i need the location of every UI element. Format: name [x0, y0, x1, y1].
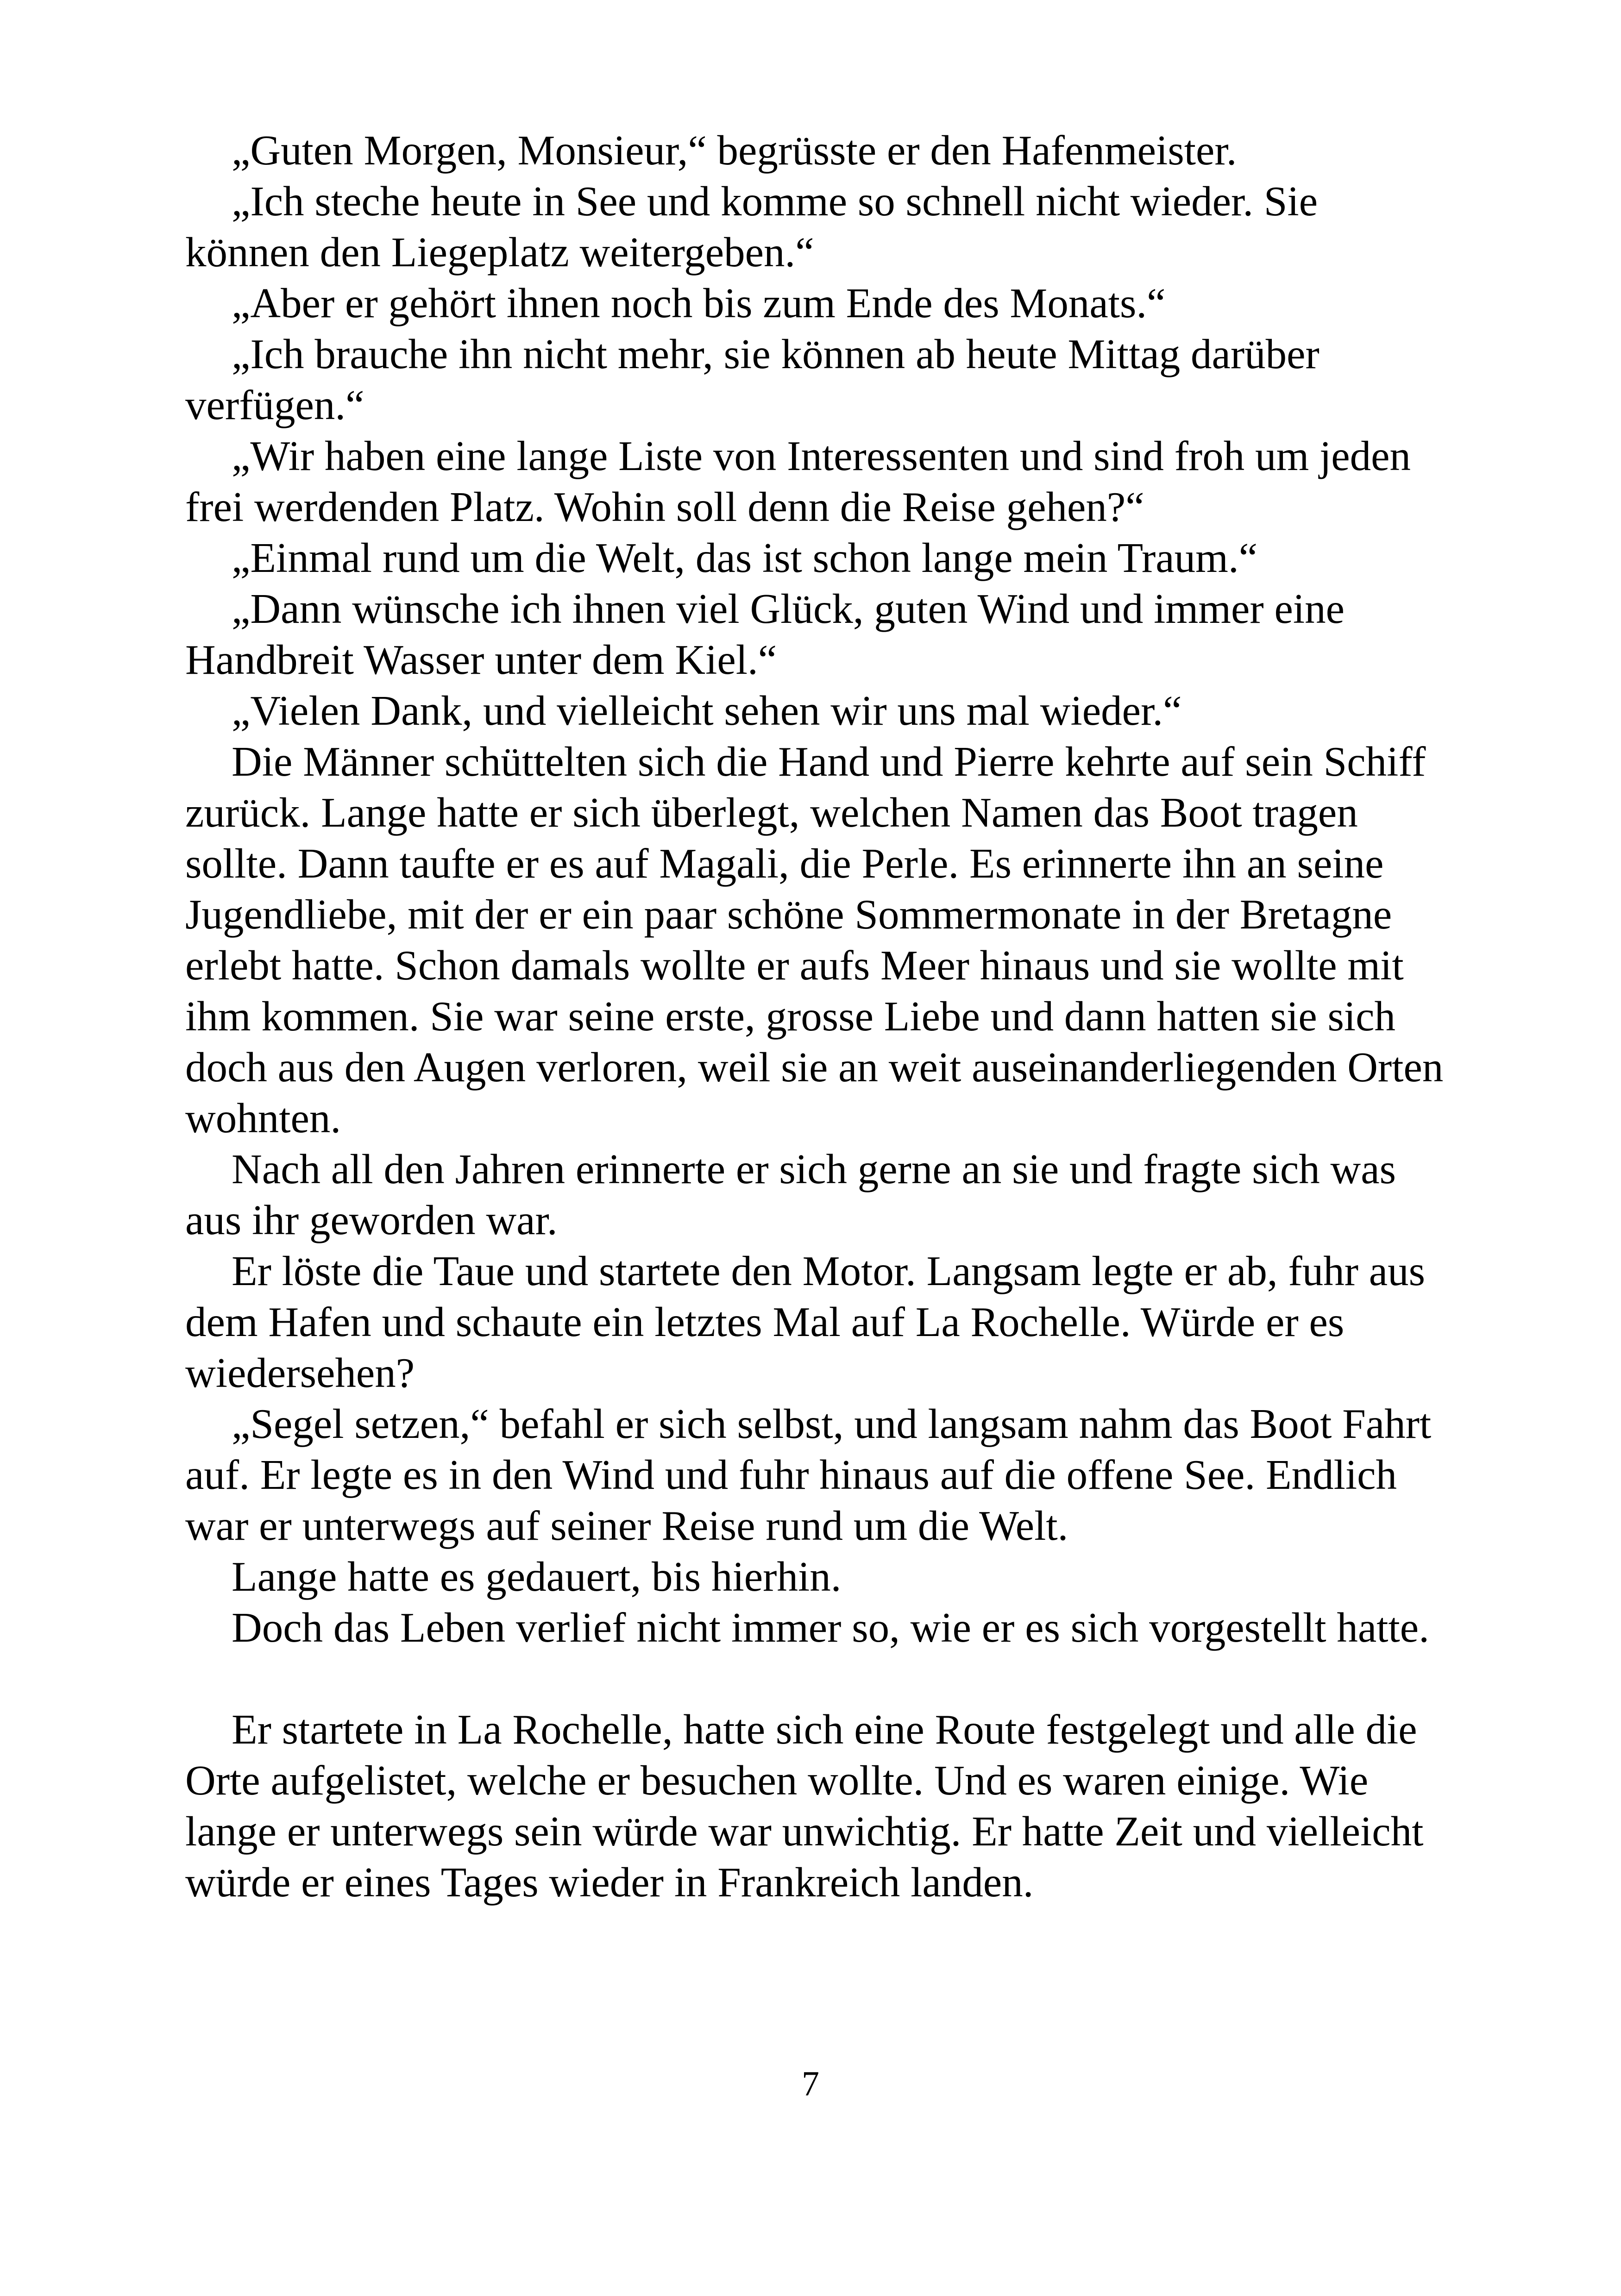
paragraph: „Ich brauche ihn nicht mehr, sie können ab heute Mittag darüber verfügen.“ — [185, 331, 1319, 428]
paragraph: „Guten Morgen, Monsieur,“ begrüsste er den Hafenmeister. — [232, 127, 1237, 174]
paragraph: „Wir haben eine lange Liste von Interessenten und sind froh um jeden frei werdenden Platz. Wohin soll denn die Reise gehen?“ — [185, 433, 1411, 530]
paragraph: Doch das Leben verlief nicht immer so, wie er es sich vorgestellt hatte. — [232, 1604, 1429, 1651]
body-text — [185, 125, 1445, 1908]
page-number: 7 — [802, 2064, 819, 2103]
paragraph: „Segel setzen,“ befahl er sich selbst, und langsam nahm das Boot Fahrt auf. Er legte es in den Wind und fuhr hinaus auf die offene See. Endlich war er unterwegs auf seiner Reise rund um die Welt. — [185, 1400, 1432, 1549]
paragraph: Nach all den Jahren erinnerte er sich gerne an sie und fragte sich was aus ihr geworden war. — [185, 1146, 1396, 1243]
paragraph: Lange hatte es gedauert, bis hierhin. — [232, 1553, 842, 1600]
paragraph: „Einmal rund um die Welt, das ist schon lange mein Traum.“ — [232, 534, 1258, 581]
paragraph: „Dann wünsche ich ihnen viel Glück, guten Wind und immer eine Handbreit Wasser unter dem Kiel.“ — [185, 585, 1345, 683]
paragraph: „Aber er gehört ihnen noch bis zum Ende des Monats.“ — [232, 280, 1166, 326]
paragraph: „Vielen Dank, und vielleicht sehen wir uns mal wieder.“ — [232, 687, 1182, 734]
paragraph: Die Männer schüttelten sich die Hand und Pierre kehrte auf sein Schiff zurück. Lange hatte er sich überlegt, welchen Namen das Boot tragen sollte. Dann taufte er es auf Magali, die Perle. Es erinnerte ihn an seine Jugendliebe, mit der er ein paar schöne Sommermonate in der Bretagne erlebt hatte. Schon damals wollte er aufs Meer hinaus und sie wollte mit ihm kommen. Sie war seine erste, grosse Liebe und dann hatten sie sich doch aus den Augen verloren, weil sie an weit auseinanderliegenden Orten wohnten. — [185, 738, 1444, 1142]
paragraph: „Ich steche heute in See und komme so schnell nicht wieder. Sie können den Liegeplatz weitergeben.“ — [185, 178, 1318, 276]
paragraph: Er löste die Taue und startete den Motor. Langsam legte er ab, fuhr aus dem Hafen und schaute ein letztes Mal auf La Rochelle. Würde er es wiedersehen? — [185, 1248, 1426, 1396]
paragraph: Er startete in La Rochelle, hatte sich eine Route festgelegt und alle die Orte aufgelistet, welche er besuchen wollte. Und es waren einige. Wie lange er unterwegs sein würde war unwichtig. Er hatte Zeit und vielleicht würde er eines Tages wieder in Frankreich landen. — [185, 1706, 1424, 1906]
